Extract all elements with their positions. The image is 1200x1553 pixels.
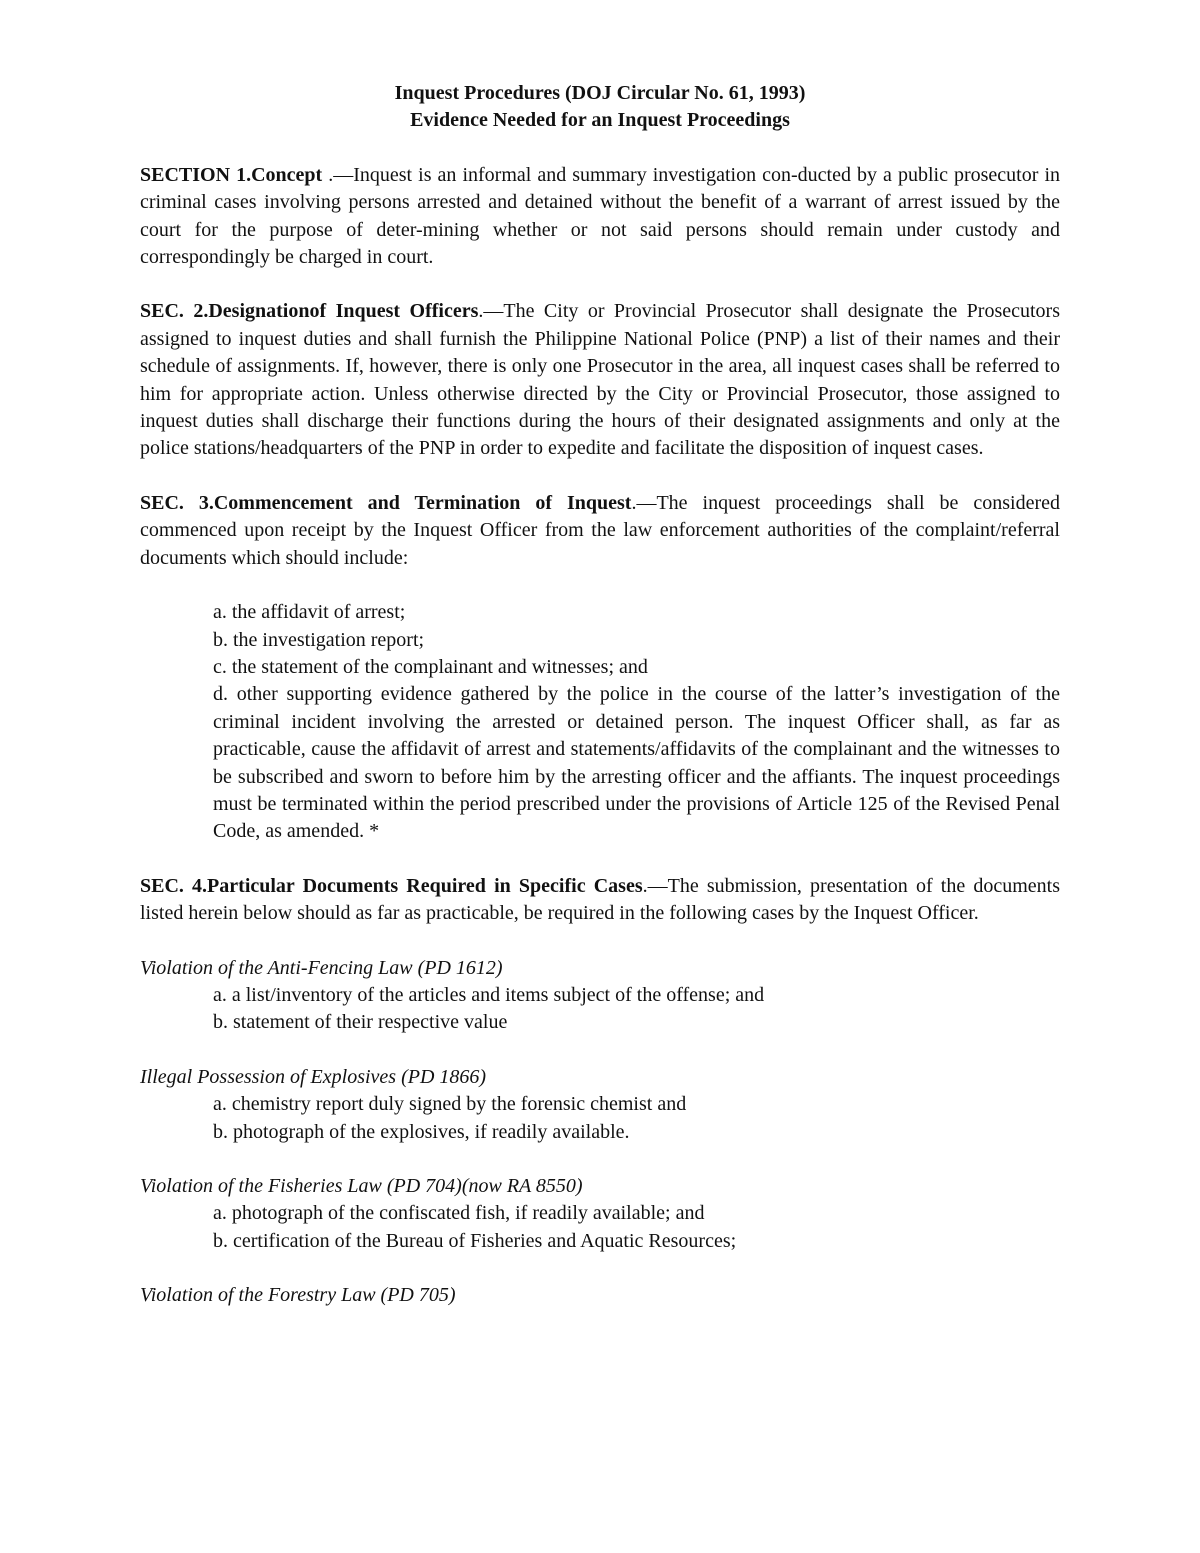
section-4-heading: SEC. 4.Particular Documents Required in Specific Cases <box>140 874 643 897</box>
spacer <box>140 1037 1060 1064</box>
section-3-list <box>213 599 1060 846</box>
section-4-text: .—The submission, presentation of the documents listed herein below should as far as practicable, be required in the following cases by the Inquest Officer. <box>140 874 1060 925</box>
list-item: a. the affidavit of arrest; <box>213 601 406 624</box>
list-item: b. photograph of the explosives, if readily available. <box>213 1120 630 1143</box>
case-items <box>213 982 1060 1037</box>
section-1-text: .—Inquest is an informal and summary investigation con-ducted by a public prosecutor in criminal cases involving persons arrested and detained without the benefit of a warrant of arrest issued by the court for the purpose of deter-mining whether or not said persons should remain under custody and correspondingly be charged in court. <box>140 163 1061 269</box>
list-item: a. a list/inventory of the articles and items subject of the offense; and <box>213 983 765 1006</box>
spacer <box>140 135 1060 162</box>
case-items <box>213 1091 1060 1146</box>
document-page <box>140 80 1060 1310</box>
case-title: Violation of the Anti-Fencing Law (PD 1612) <box>140 956 503 979</box>
spacer <box>140 846 1060 873</box>
spacer <box>140 1146 1060 1173</box>
list-item: a. photograph of the confiscated fish, if readily available; and <box>213 1202 705 1225</box>
list-item: a. chemistry report duly signed by the forensic chemist and <box>213 1093 687 1116</box>
spacer <box>140 928 1060 955</box>
case-title: Violation of the Forestry Law (PD 705) <box>140 1284 456 1307</box>
section-2-text: .—The City or Provincial Prosecutor shall designate the Prosecutors assigned to inquest duties and shall furnish the Philippine National Police (PNP) a list of their names and their schedule of assignments. If, however, there is only one Prosecutor in the area, all inquest cases shall be referred to him for appropriate action. Unless otherwise directed by the City or Provincial Prosecutor, those assigned to inquest duties shall discharge their functions during the hours of their designated assignments and only at the police stations/headquarters of the PNP in order to expedite and facilitate the disposition of inquest cases. <box>140 300 1060 460</box>
list-item: b. the investigation report; <box>213 628 425 651</box>
section-3-text: .—The inquest proceedings shall be considered commenced upon receipt by the Inquest Officer from the law enforcement authorities of the complaint/referral documents which should include: <box>140 491 1061 569</box>
section-2 <box>140 298 1060 462</box>
list-item: b. certification of the Bureau of Fisheries and Aquatic Resources; <box>213 1229 737 1252</box>
spacer <box>140 572 1060 599</box>
section-2-heading: SEC. 2.Designationof Inquest Officers <box>140 300 479 323</box>
list-item: b. statement of their respective value <box>213 1011 508 1034</box>
section-1 <box>140 162 1060 272</box>
section-3-heading: SEC. 3.Commencement and Termination of Inquest <box>140 491 632 514</box>
list-item: c. the statement of the complainant and witnesses; and <box>213 655 648 678</box>
spacer <box>140 1255 1060 1282</box>
case-title: Illegal Possession of Explosives (PD 1866) <box>140 1065 487 1088</box>
spacer <box>140 271 1060 298</box>
case-title: Violation of the Fisheries Law (PD 704)(now RA 8550) <box>140 1175 583 1197</box>
section-4 <box>140 873 1060 928</box>
document-title: Inquest Procedures (DOJ Circular No. 61, 1993) <box>394 82 806 104</box>
section-3 <box>140 490 1060 572</box>
spacer <box>140 463 1060 490</box>
section-1-heading: SECTION 1.Concept <box>140 163 323 186</box>
list-item: d. other supporting evidence gathered by the police in the course of the latter’s investigation of the criminal incident involving the arrested or detained person. The inquest Officer shall, as far as practicable, cause the affidavit of arrest and statements/affidavits of the complainant and the witnesses to be subscribed and sworn to before him by the arresting officer and the affiants. The inquest proceedings must be terminated within the period prescribed under the provisions of Article 125 of the Revised Penal Code, as amended. * <box>213 683 1060 843</box>
case-items <box>213 1200 1060 1255</box>
document-subtitle: Evidence Needed for an Inquest Proceedings <box>410 109 790 132</box>
